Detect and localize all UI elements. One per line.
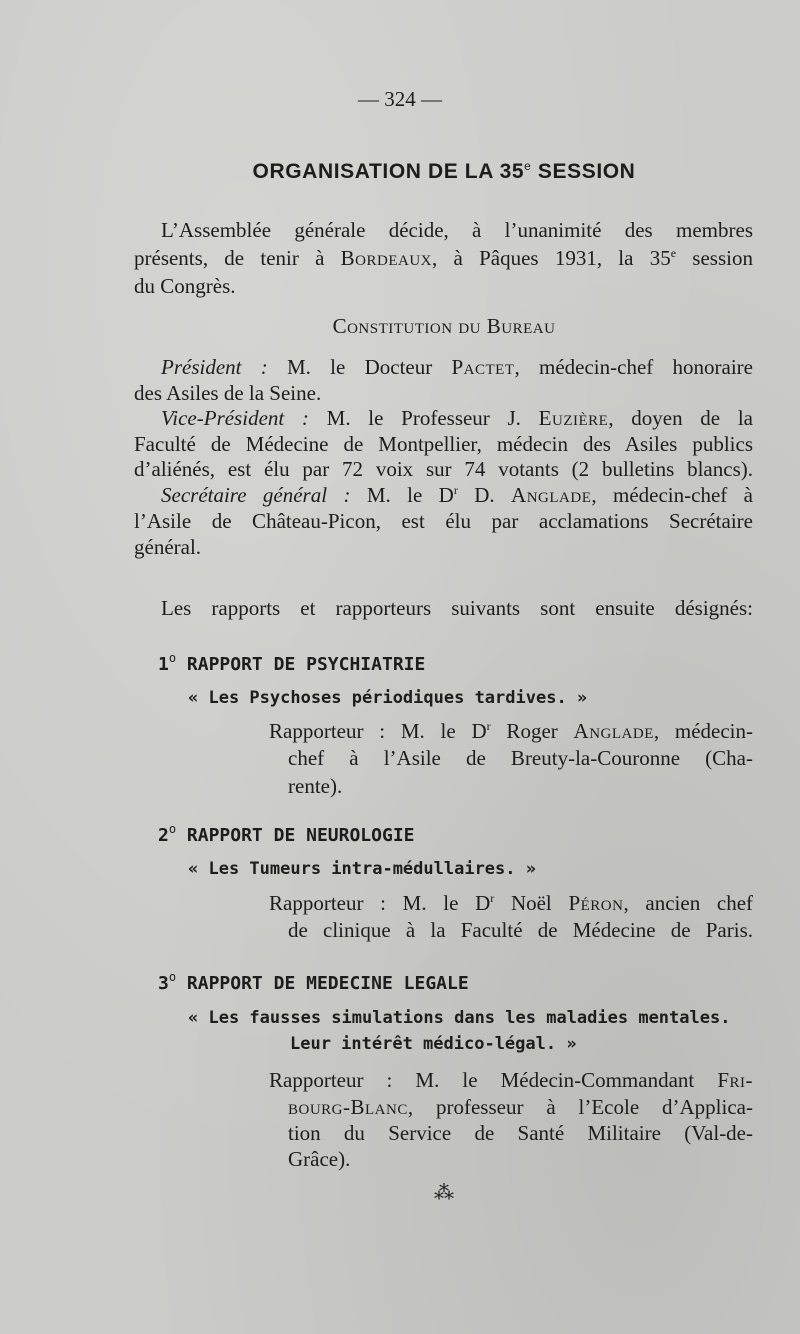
secretary-label: Secrétaire général :: [161, 483, 351, 507]
report-2-heading: 2$^o$ RAPPORT DE NEUROLOGIE: [158, 822, 415, 846]
report-1-rapporteur-line-1: Rapporteur : M. le $D^r$ Roger Anglade, médecin-: [269, 719, 754, 743]
vice-president-label: Vice-Président :: [161, 406, 309, 430]
president-line-1: Président : M. le Docteur Pactet, médecin-chef honoraire: [161, 355, 753, 379]
report-1-rapporteur-line-2: chef à l’Asile de Breuty-la-Couronne (Cha-: [288, 746, 753, 770]
vice-president-line-3: d’aliénés, est élu par 72 voix sur 74 votants (2 bulletins blancs).: [134, 457, 753, 481]
secretary-line-2: l’Asile de Château-Picon, est élu par acclamations Secrétaire: [134, 509, 753, 533]
report-3-rapporteur-line-2: bourg-Blanc, professeur à l’Ecole d’Applica-: [288, 1095, 753, 1119]
report-2-rapporteur-line-2: de clinique à la Faculté de Médecine de Paris.: [288, 918, 753, 942]
page-title: ORGANISATION DE LA 35e SESSION: [252, 159, 636, 183]
report-3-subject-line-2: Leur intérêt médico-légal. »: [290, 1034, 577, 1054]
report-3-subject-line-1: « Les fausses simulations dans les maladies mentales.: [188, 1008, 731, 1028]
asterism-ornament: ⁂: [434, 1182, 454, 1204]
vice-president-line-2: Faculté de Médecine de Montpellier, médecin des Asiles publics: [134, 432, 753, 456]
report-3-rapporteur-line-1: Rapporteur : M. le Médecin-Commandant Fri-: [269, 1068, 753, 1092]
page-number: — 324 —: [358, 87, 442, 111]
report-2-rapporteur-line-1: Rapporteur : M. le $D^r$ Noël Péron, ancien chef: [269, 891, 754, 915]
city-bordeaux: Bordeaux: [340, 246, 433, 270]
intro-line-2: présents, de tenir à Bordeaux, à Pâques 1931, la 35e session: [134, 246, 753, 270]
secretary-line-3: général.: [134, 535, 202, 559]
secretary-line-1: Secrétaire général : M. le $D^r$ D. Anglade, médecin-chef à: [161, 483, 753, 507]
vice-president-line-1: Vice-Président : M. le Professeur J. Euzière, doyen de la: [161, 406, 754, 430]
president-line-2: des Asiles de la Seine.: [134, 381, 322, 405]
report-3-rapporteur-line-4: Grâce).: [288, 1147, 351, 1171]
president-label: Président :: [161, 355, 268, 379]
report-3-heading: 3$^o$ RAPPORT DE MEDECINE LEGALE: [158, 970, 469, 994]
bureau-heading: Constitution du Bureau: [332, 314, 556, 338]
report-2-subject: « Les Tumeurs intra-médullaires. »: [188, 859, 536, 879]
report-1-heading: 1$^o$ RAPPORT DE PSYCHIATRIE: [158, 651, 426, 675]
report-3-rapporteur-line-3: tion du Service de Santé Militaire (Val-de-: [288, 1121, 753, 1145]
report-1-rapporteur-line-3: rente).: [288, 774, 343, 798]
report-1-subject: « Les Psychoses périodiques tardives. »: [188, 688, 588, 708]
intro-line-1: L’Assemblée générale décide, à l’unanimité des membres: [161, 218, 753, 242]
rapports-intro: Les rapports et rapporteurs suivants sont ensuite désignés:: [161, 596, 753, 620]
intro-line-3: du Congrès.: [134, 274, 236, 298]
